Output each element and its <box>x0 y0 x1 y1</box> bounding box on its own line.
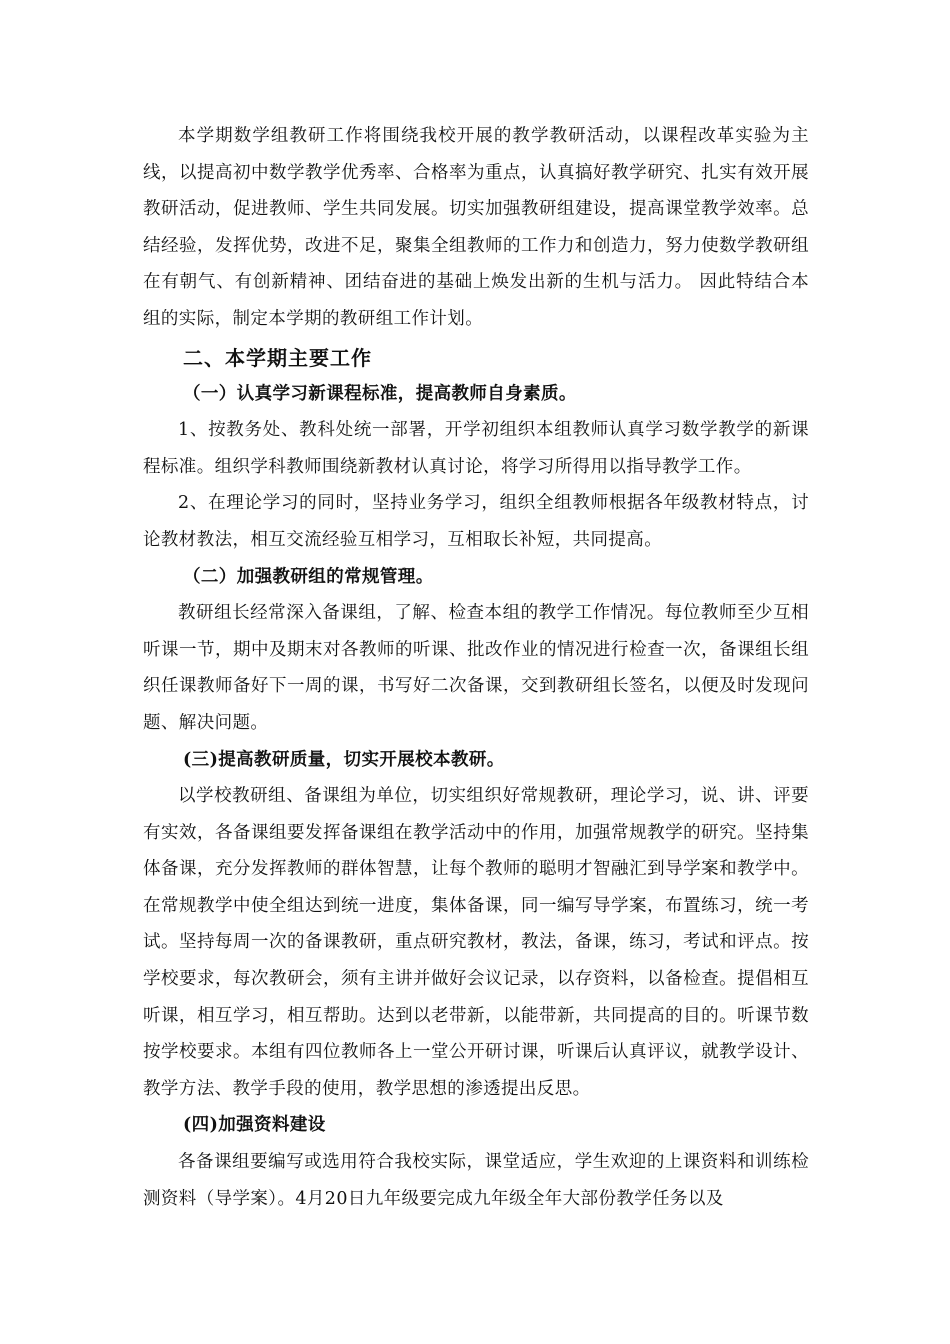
section-heading-main-work: 二、本学期主要工作 <box>183 345 372 370</box>
document-page <box>143 118 809 1217</box>
paragraph-routine-management: 教研组长经常深入备课组，了解、检查本组的教学工作情况。每位教师至少互相听课一节，期中及期末对各教师的听课、批改作业的情况进行检查一次，备课组长组织任课教师备好下一周的课，书写好二次备课，交到教研组长签名，以便及时发现问题、解决问题。 <box>143 603 809 733</box>
subheading-routine-management: （二）加强教研组的常规管理。 <box>183 566 434 587</box>
subheading-research-quality: (三)提高教研质量，切实开展校本教研。 <box>183 749 505 770</box>
paragraph-materials: 各备课组要编写或选用符合我校实际，课堂适应，学生欢迎的上课资料和训练检测资料（导学案）。4月20日九年级要完成九年级全年大部份教学任务以及 <box>143 1152 809 1209</box>
subheading-study-standards: （一）认真学习新课程标准，提高教师自身素质。 <box>183 383 577 404</box>
intro-paragraph: 本学期数学组教研工作将围绕我校开展的教学教研活动，以课程改革实验为主线，以提高初中数学教学优秀率、合格率为重点，认真搞好教学研究、扎实有效开展教研活动，促进教师、学生共同发展。切实加强教研组建设，提高课堂教学效率。总结经验，发挥优势，改进不足，聚集全组教师的工作力和创造力，努力使数学教研组在有朝气、有创新精神、团结奋进的基础上焕发出新的生机与活力。 因此特结合本组的实际，制定本学期的教研组工作计划。 <box>143 126 809 329</box>
subheading-materials: (四)加强资料建设 <box>183 1115 326 1136</box>
paragraph-study-1: 1、按教务处、教科处统一部署，开学初组织本组教师认真学习数学教学的新课程标准。组织学科教师围绕新教材认真讨论，将学习所得用以指导教学工作。 <box>143 420 809 477</box>
paragraph-study-2: 2、在理论学习的同时，坚持业务学习，组织全组教师根据各年级教材特点，讨论教材教法，相互交流经验互相学习，互相取长补短，共同提高。 <box>143 493 809 550</box>
paragraph-research-quality: 以学校教研组、备课组为单位，切实组织好常规教研，理论学习，说、讲、评要有实效，各备课组要发挥备课组在教学活动中的作用，加强常规教学的研究。坚持集体备课，充分发挥教师的群体智慧，让每个教师的聪明才智融汇到导学案和教学中。在常规教学中使全组达到统一进度，集体备课，同一编写导学案，布置练习，统一考试。坚持每周一次的备课教研，重点研究教材，教法，备课，练习，考试和评点。按学校要求，每次教研会，须有主讲并做好会议记录，以存资料，以备检查。提倡相互听课，相互学习，相互帮助。达到以老带新，以能带新，共同提高的目的。听课节数按学校要求。本组有四位教师各上一堂公开研讨课，听课后认真评议，就教学设计、教学方法、教学手段的使用，教学思想的渗透提出反思。 <box>143 786 809 1099</box>
